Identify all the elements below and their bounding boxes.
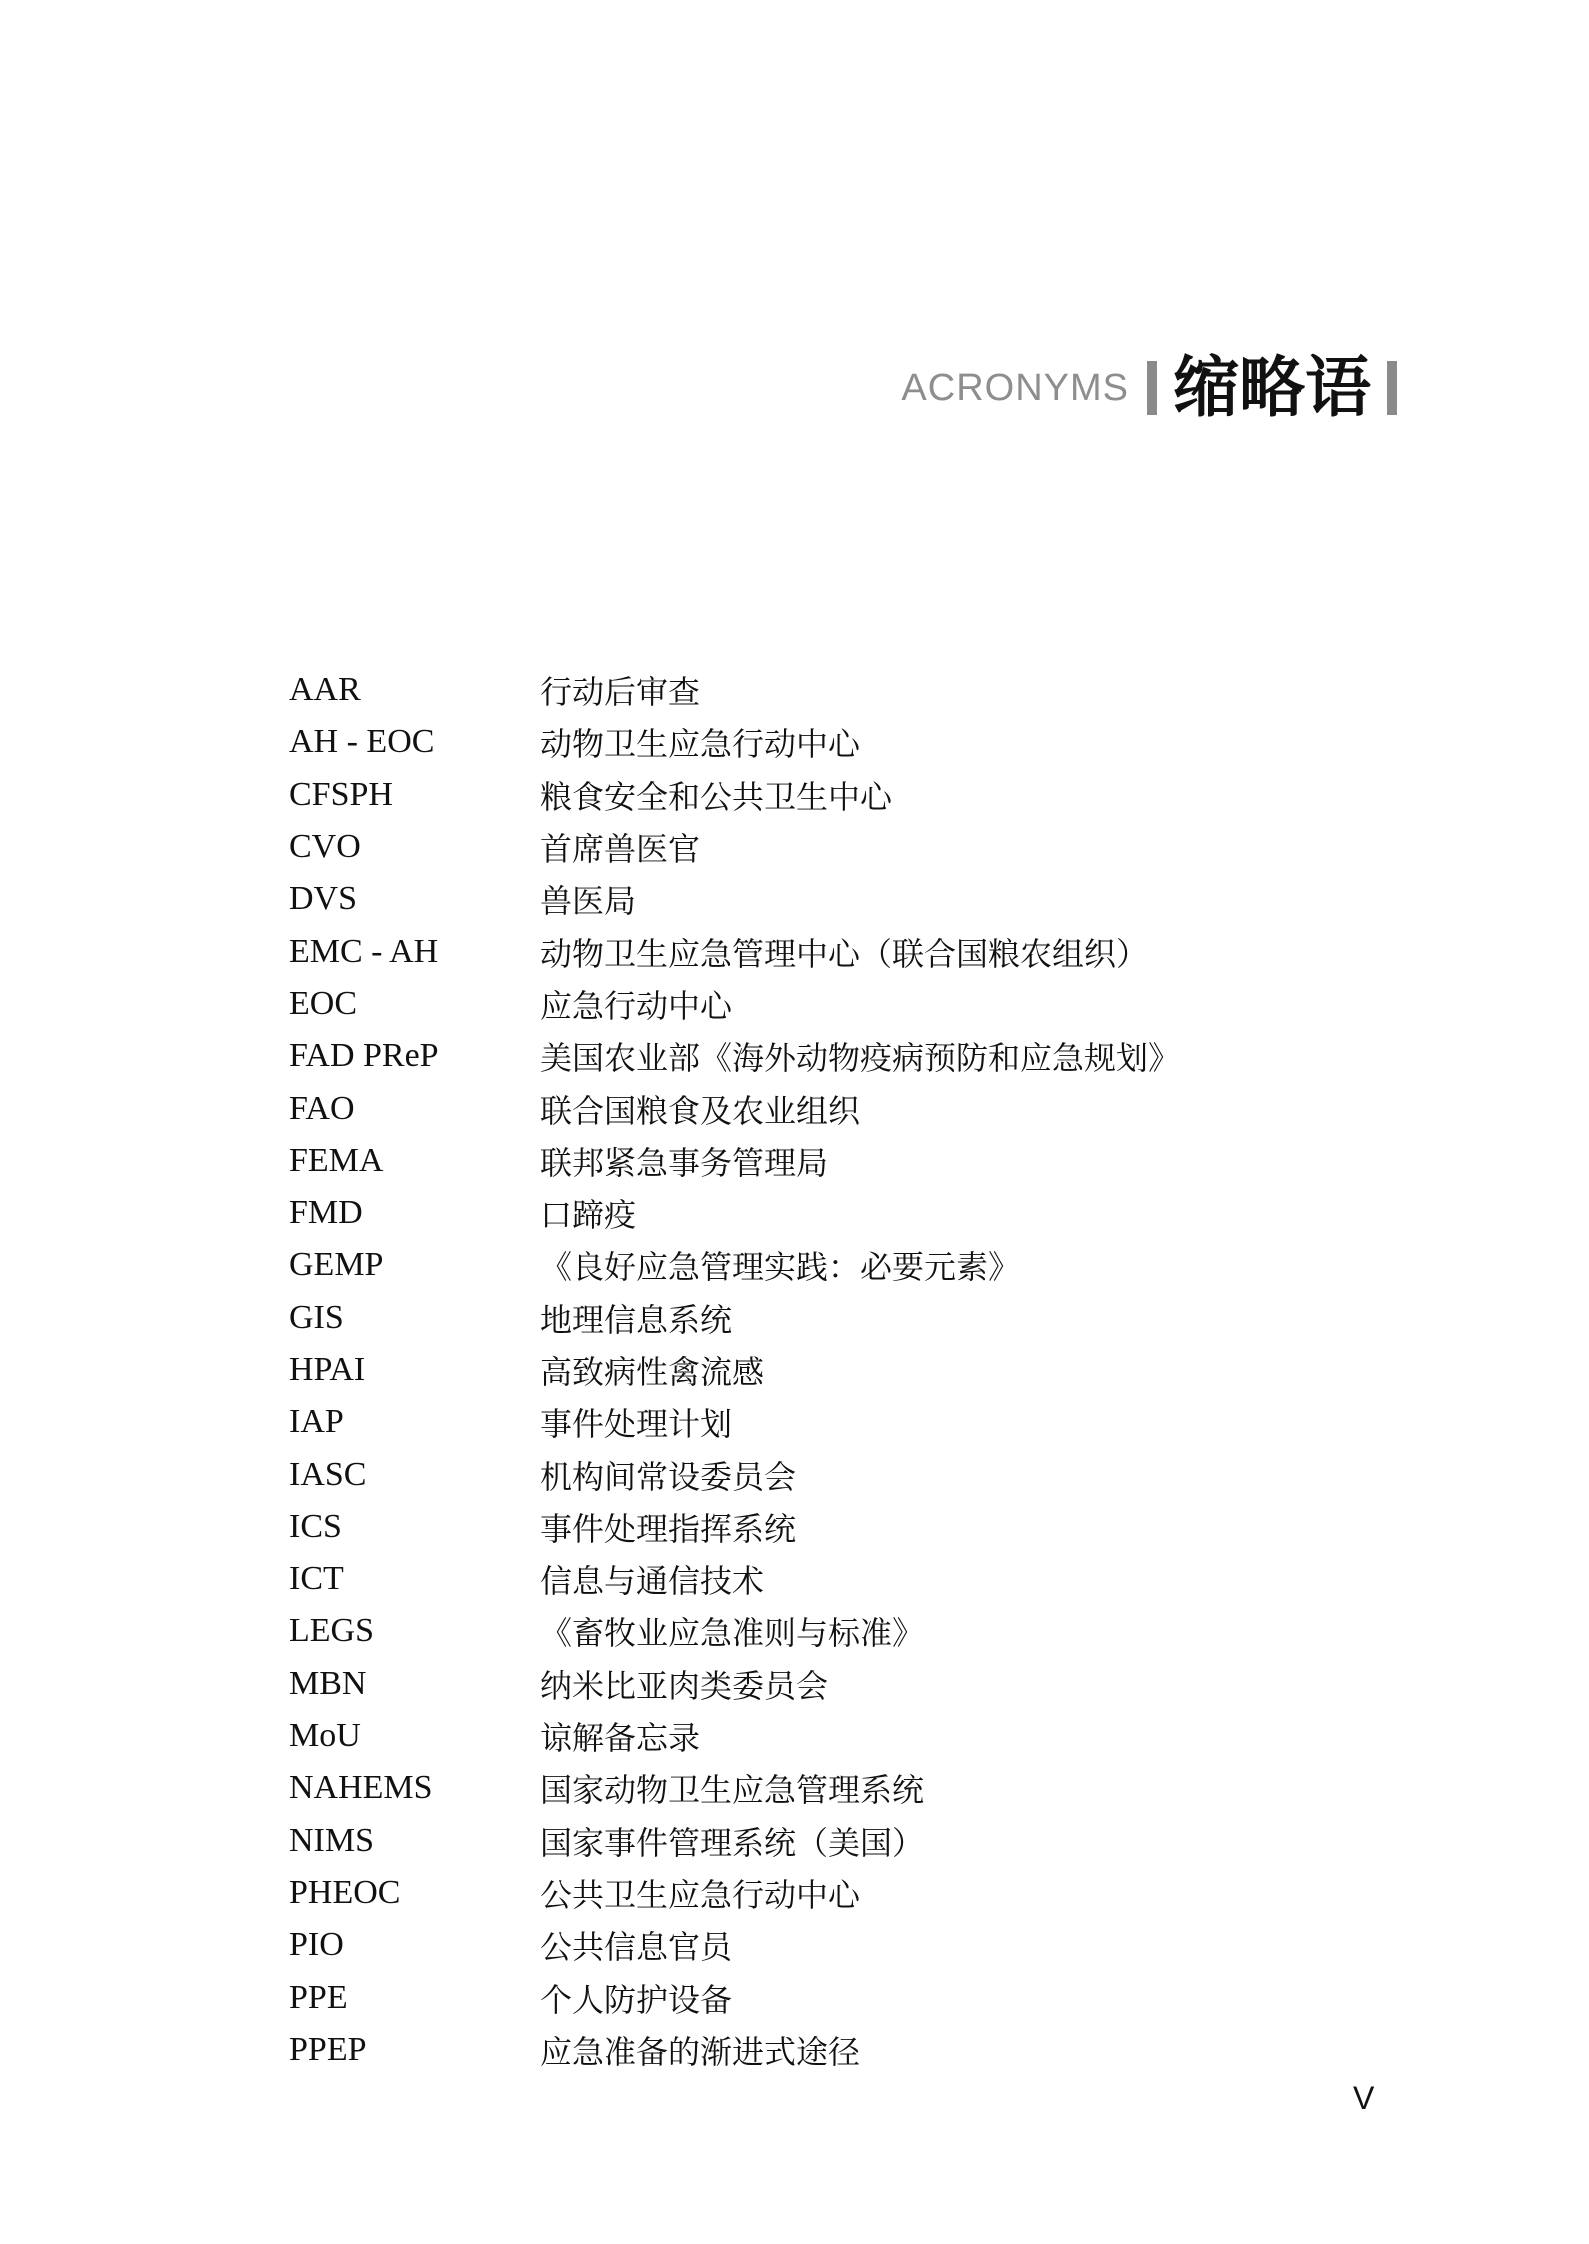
acronym-row [289, 1762, 1409, 1814]
acronym-list [289, 664, 1409, 2076]
acronym-row [289, 821, 1409, 873]
acronym-row [289, 2024, 1409, 2076]
acronym-row [289, 1030, 1409, 1082]
acronym-row [289, 716, 1409, 768]
acronym-abbreviation: ICS [289, 1507, 342, 1545]
acronym-meaning: 动物卫生应急行动中心 [540, 725, 861, 764]
acronym-meaning: 纳米比亚肉类委员会 [540, 1666, 829, 1705]
acronym-abbreviation: FEMA [289, 1141, 384, 1179]
acronym-meaning: 国家事件管理系统（美国） [540, 1823, 925, 1862]
acronym-abbreviation: HPAI [289, 1351, 366, 1388]
acronym-abbreviation: PIO [289, 1926, 344, 1964]
acronym-row [289, 664, 1409, 716]
acronym-row [289, 1187, 1409, 1239]
acronym-meaning: 机构间常设委员会 [540, 1457, 797, 1496]
acronym-row [289, 1501, 1409, 1553]
acronym-meaning: 首席兽医官 [540, 830, 701, 869]
acronym-row [289, 1553, 1409, 1605]
acronym-abbreviation: DVS [289, 880, 358, 918]
acronym-abbreviation: MBN [289, 1664, 367, 1702]
acronym-meaning: 动物卫生应急管理中心（联合国粮农组织） [540, 934, 1149, 973]
acronym-row [289, 1971, 1409, 2023]
acronym-meaning: 公共卫生应急行动中心 [540, 1875, 861, 1914]
acronym-abbreviation: PPE [289, 1978, 348, 2016]
divider-bar-right [1387, 361, 1397, 415]
acronym-abbreviation: CFSPH [289, 775, 393, 813]
acronym-row [289, 1396, 1409, 1448]
section-title-chinese: 缩略语 [1173, 349, 1371, 426]
acronym-abbreviation: CVO [289, 828, 361, 866]
acronym-abbreviation: EOC [289, 984, 357, 1022]
acronym-meaning: 联邦紧急事务管理局 [540, 1143, 829, 1182]
section-header [901, 348, 1397, 428]
acronym-abbreviation: FMD [289, 1194, 363, 1232]
acronym-abbreviation: IASC [289, 1455, 367, 1493]
acronym-row [289, 1867, 1409, 1919]
acronym-abbreviation: PHEOC [289, 1873, 401, 1911]
acronym-abbreviation: NIMS [289, 1821, 375, 1859]
acronym-meaning: 应急行动中心 [540, 986, 733, 1025]
acronym-row [289, 1448, 1409, 1500]
acronym-abbreviation: FAO [289, 1089, 355, 1127]
acronym-row [289, 873, 1409, 925]
acronym-meaning: 事件处理计划 [540, 1405, 733, 1444]
divider-bar-left [1147, 361, 1157, 415]
acronym-abbreviation: NAHEMS [289, 1769, 433, 1807]
page-number: V [1353, 2080, 1375, 2116]
acronym-meaning: 地理信息系统 [540, 1300, 733, 1339]
acronym-row [289, 1658, 1409, 1710]
acronym-abbreviation: MoU [289, 1717, 361, 1755]
section-title-english: ACRONYMS [901, 366, 1129, 409]
acronym-row [289, 1292, 1409, 1344]
acronym-meaning: 事件处理指挥系统 [540, 1509, 797, 1548]
acronym-row [289, 1710, 1409, 1762]
acronym-abbreviation: PPEP [289, 2030, 367, 2068]
acronym-abbreviation: AAR [289, 671, 361, 709]
acronym-row [289, 1135, 1409, 1187]
acronym-meaning: 《畜牧业应急准则与标准》 [540, 1614, 925, 1653]
acronym-meaning: 高致病性禽流感 [540, 1353, 765, 1391]
acronym-meaning: 个人防护设备 [540, 1980, 733, 2019]
acronym-meaning: 粮食安全和公共卫生中心 [540, 777, 893, 816]
acronym-row [289, 1815, 1409, 1867]
acronym-meaning: 《良好应急管理实践：必要元素》 [540, 1248, 1021, 1287]
acronym-meaning: 联合国粮食及农业组织 [540, 1091, 861, 1130]
acronym-abbreviation: IAP [289, 1403, 344, 1441]
acronym-abbreviation: GIS [289, 1298, 344, 1336]
acronym-meaning: 谅解备忘录 [540, 1719, 701, 1758]
acronym-meaning: 行动后审查 [540, 673, 701, 712]
acronym-abbreviation: EMC - AH [289, 932, 439, 970]
acronym-meaning: 公共信息官员 [540, 1928, 733, 1967]
acronym-meaning: 应急准备的渐进式途径 [540, 2032, 861, 2071]
acronym-row [289, 925, 1409, 977]
acronym-abbreviation: ICT [289, 1560, 344, 1598]
acronym-meaning: 信息与通信技术 [540, 1562, 765, 1601]
acronym-meaning: 美国农业部《海外动物疫病预防和应急规划》 [540, 1039, 1181, 1078]
acronym-abbreviation: AH - EOC [289, 723, 435, 761]
acronym-row [289, 1605, 1409, 1657]
acronym-row [289, 1082, 1409, 1134]
acronym-abbreviation: FAD PReP [289, 1037, 439, 1075]
acronym-meaning: 口蹄疫 [540, 1196, 637, 1235]
acronym-row [289, 978, 1409, 1030]
acronym-abbreviation: LEGS [289, 1612, 374, 1650]
acronym-row [289, 769, 1409, 821]
acronym-row [289, 1919, 1409, 1971]
acronym-row [289, 1239, 1409, 1291]
acronym-meaning: 国家动物卫生应急管理系统 [540, 1771, 925, 1810]
acronym-abbreviation: GEMP [289, 1246, 384, 1284]
acronym-row [289, 1344, 1409, 1396]
acronym-meaning: 兽医局 [540, 882, 637, 921]
